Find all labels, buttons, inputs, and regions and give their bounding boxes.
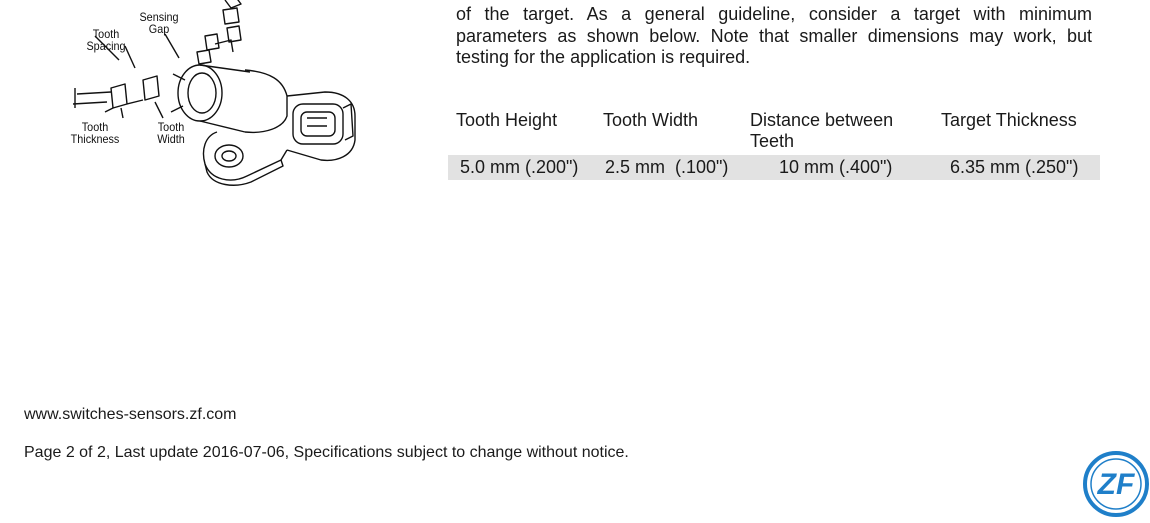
spec-table-header <box>448 110 1100 156</box>
header-distance-between-teeth: Distance between Teeth <box>750 110 894 151</box>
paragraph-line: parameters as shown below. Note that smaller dimensions may work, but <box>456 25 1092 46</box>
value-target-thickness: 6.35 mm (.250") <box>950 157 1079 177</box>
header-tooth-height: Tooth Height <box>456 110 558 130</box>
header-target-thickness: Target Thickness <box>941 110 1077 130</box>
paragraph-line: of the target. As a general guideline, consider a target with minimum <box>456 4 1092 24</box>
spec-table-row <box>448 155 1100 180</box>
zf-logo-icon <box>1082 450 1150 518</box>
tooth-width-label: Tooth Width <box>157 120 185 146</box>
header-tooth-width: Tooth Width <box>603 110 699 130</box>
guideline-paragraph <box>456 4 1092 69</box>
sensor-target-figure <box>55 0 375 190</box>
footer-website-link[interactable]: www.switches-sensors.zf.com <box>24 406 237 423</box>
tooth-thickness-label: Tooth Thickness <box>70 120 120 146</box>
paragraph-line: testing for the application is required. <box>456 47 751 67</box>
logo-text: ZF <box>1097 468 1135 501</box>
sensing-gap-label: Sensing Gap <box>139 10 179 36</box>
target-spec-table <box>448 110 1100 177</box>
footer-page-note: Page 2 of 2, Last update 2016-07-06, Specifications subject to change without notice. <box>24 444 629 461</box>
value-tooth-height: 5.0 mm (.200") <box>460 157 579 177</box>
tooth-spacing-label: Tooth Spacing <box>86 27 126 53</box>
value-distance-between-teeth: 10 mm (.400") <box>779 157 893 177</box>
value-tooth-width: 2.5 mm (.100") <box>605 157 729 177</box>
